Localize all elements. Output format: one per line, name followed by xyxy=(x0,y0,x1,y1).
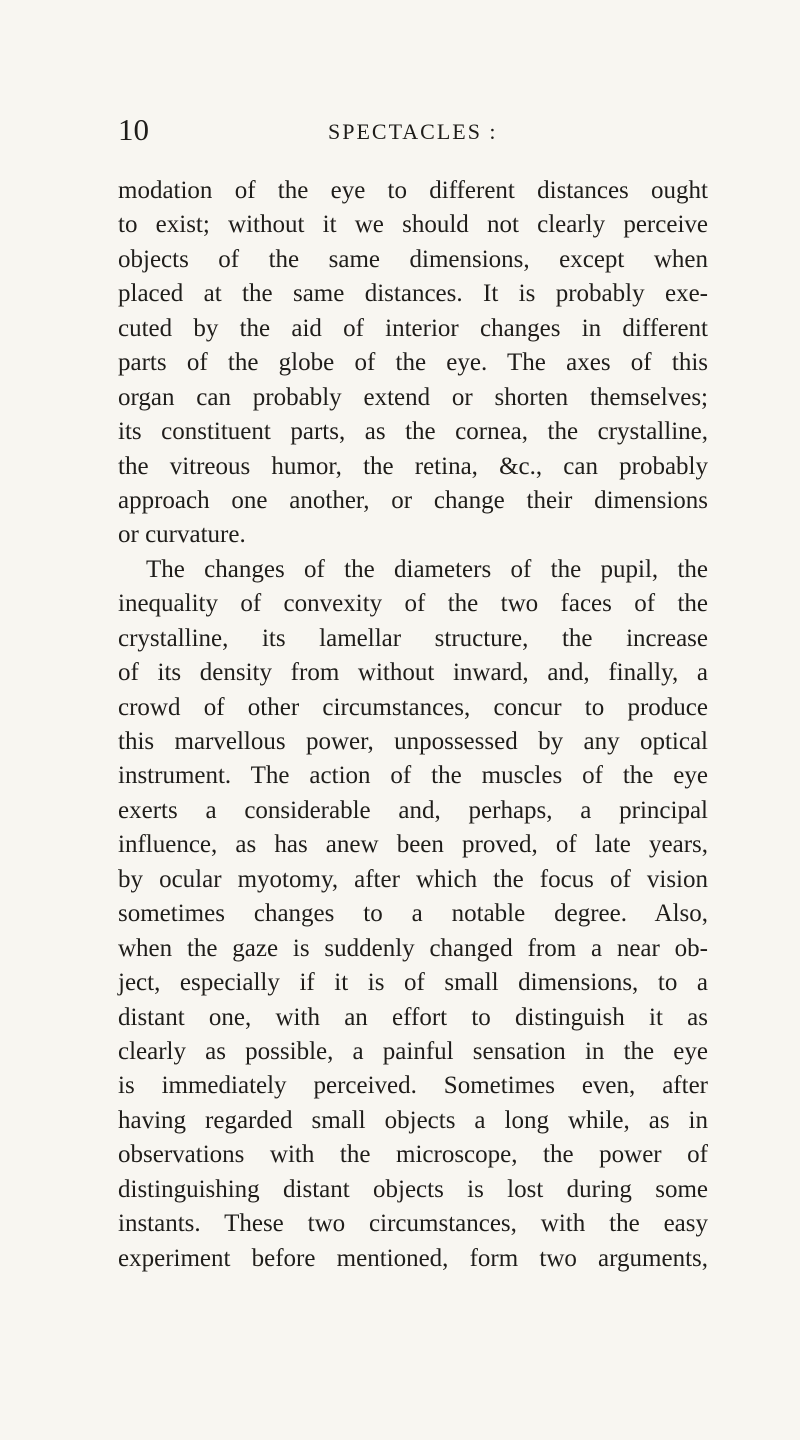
text-line: is immediately perceived. Sometimes even, after xyxy=(118,1072,708,1100)
text-line: parts of the globe of the eye. The axes of this xyxy=(118,349,708,377)
text-line: modation of the eye to different distances ought xyxy=(118,177,708,204)
page-number: 10 xyxy=(118,112,149,147)
page-header xyxy=(118,110,688,150)
text-line: sometimes changes to a notable degree. Also, xyxy=(118,900,708,928)
text-line: crystalline, its lamellar structure, the increase xyxy=(118,624,708,652)
text-line: its constituent parts, as the cornea, the crystalline, xyxy=(118,418,708,446)
text-line: placed at the same distances. It is probably exe- xyxy=(118,280,708,308)
text-line: this marvellous power, unpossessed by any optical xyxy=(118,728,708,755)
text-line: cuted by the aid of interior changes in different xyxy=(118,314,708,342)
body-text xyxy=(118,174,708,1276)
text-line: experiment before mentioned, form two arguments, xyxy=(118,1244,708,1272)
text-line: instrument. The action of the muscles of the eye xyxy=(118,762,708,790)
text-line: having regarded small objects a long while, as in xyxy=(118,1106,708,1134)
text-line: observations with the microscope, the power of xyxy=(118,1141,708,1169)
text-line: distant one, with an effort to distinguish it as xyxy=(118,1003,708,1031)
text-line: crowd of other circumstances, concur to produce xyxy=(118,693,708,721)
paragraph-end-line: or curvature. xyxy=(118,521,246,549)
text-line: ject, especially if it is of small dimensions, to a xyxy=(118,969,708,997)
text-line: the vitreous humor, the retina, &c., can probably xyxy=(118,452,708,480)
text-line: influence, as has anew been proved, of late years, xyxy=(118,831,708,859)
text-line: instants. These two circumstances, with the easy xyxy=(118,1210,708,1238)
text-line: by ocular myotomy, after which the focus of vision xyxy=(118,865,708,893)
text-line: inequality of convexity of the two faces of the xyxy=(118,590,708,618)
paragraph-start-line: The changes of the diameters of the pupil, the xyxy=(146,555,708,583)
text-line: approach one another, or change their dimensions xyxy=(118,486,708,514)
text-line: objects of the same dimensions, except when xyxy=(118,245,708,273)
text-line: when the gaze is suddenly changed from a near ob- xyxy=(118,934,708,962)
text-line: to exist; without it we should not clearly perceive xyxy=(118,211,708,239)
running-title: SPECTACLES : xyxy=(328,119,498,144)
text-line: clearly as possible, a painful sensation in the eye xyxy=(118,1037,708,1065)
text-line: exerts a considerable and, perhaps, a principal xyxy=(118,796,708,824)
text-line: organ can probably extend or shorten themselves; xyxy=(118,383,708,411)
text-line: of its density from without inward, and, finally, a xyxy=(118,659,708,687)
text-line: distinguishing distant objects is lost during some xyxy=(118,1175,708,1203)
